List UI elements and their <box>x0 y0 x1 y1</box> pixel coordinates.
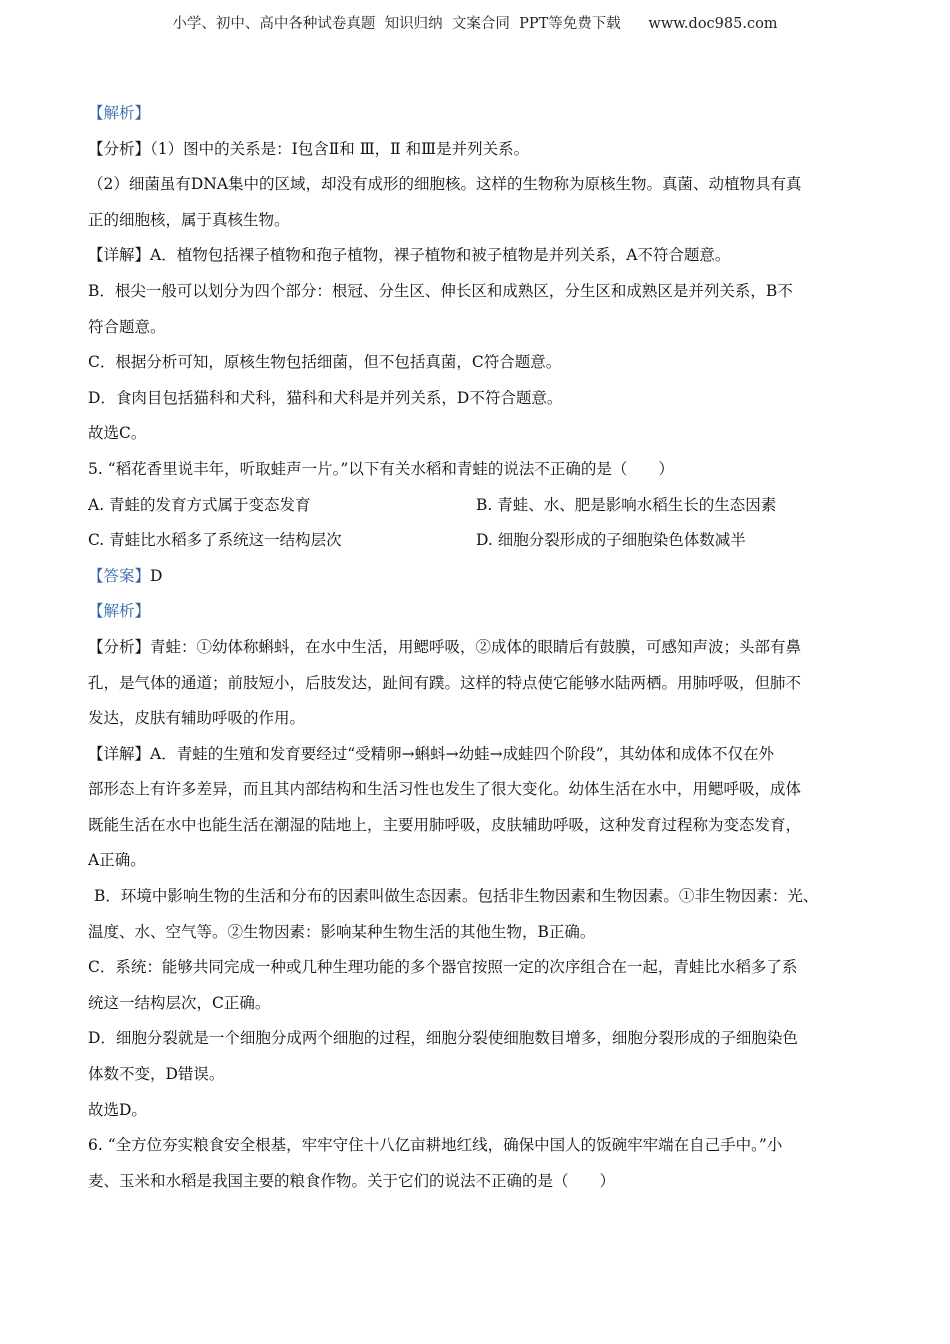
q5-xiangjie-d2: 体数不变，D错误。 <box>88 1065 225 1084</box>
q4-conclusion: 故选C。 <box>88 424 147 443</box>
q5-conclusion: 故选D。 <box>88 1100 147 1119</box>
q5-xiangjie-a3: 既能生活在水中也能生活在潮湿的陆地上，主要用肺呼吸，皮肤辅助呼吸，这种发育过程称为变态发育， <box>88 815 802 834</box>
q6-stem-line-1: 6. “全方位夯实粮食安全根基，牢牢守住十八亿亩耕地红线，确保中国人的饭碗牢牢端在自己手中。”小 <box>88 1136 783 1155</box>
q4-fenxi-line-1 <box>88 132 863 168</box>
answer-value: D <box>150 566 163 585</box>
q4-xiangjie-a <box>88 238 863 274</box>
q5-xiangjie-a1-text: A．青蛙的生殖和发育要经过“受精卵→蝌蚪→幼蛙→成蛙四个阶段”，其幼体和成体不仅在外 <box>150 744 775 763</box>
q5-xiangjie-c1: C．系统：能够共同完成一种或几种生理功能的多个器官按照一定的次序组合在一起，青蛙比水稻多了系 <box>88 958 798 977</box>
q4-xiangjie-b2: 符合题意。 <box>88 317 166 336</box>
q4-fenxi-text-1: （1）图中的关系是：Ⅰ包含Ⅱ和 Ⅲ，Ⅱ 和Ⅲ是并列关系。 <box>150 139 530 158</box>
q5-xiangjie-a4: A正确。 <box>88 851 146 870</box>
jiexi-tag: 【解析】 <box>88 104 151 122</box>
q5-fenxi-line-1 <box>88 630 863 666</box>
q4-fenxi-line-2: （2）细菌虽有DNA集中的区域，却没有成形的细胞核。这样的生物称为原核生物。真菌、动植物具有真 <box>88 175 802 194</box>
q5-stem: 5. “稻花香里说丰年，听取蛙声一片。”以下有关水稻和青蛙的说法不正确的是（ ） <box>88 459 674 478</box>
q5-answer <box>88 559 863 595</box>
fenxi-tag: 【分析】 <box>88 637 151 656</box>
analysis-heading <box>88 96 863 132</box>
q5-xiangjie-a2: 部形态上有许多差异，而且其内部结构和生活习性也发生了很大变化。幼体生活在水中，用鳃呼吸，成体 <box>88 780 802 799</box>
jiexi-tag: 【解析】 <box>88 602 151 621</box>
q5-options-row-2 <box>88 523 863 559</box>
q5-fenxi-line-3: 发达，皮肤有辅助呼吸的作用。 <box>88 709 306 728</box>
q6-stem-line-2: 麦、玉米和水稻是我国主要的粮食作物。关于它们的说法不正确的是（ ） <box>88 1171 616 1190</box>
q5-option-b: B. 青蛙、水、肥是影响水稻生长的生态因素 <box>476 495 777 514</box>
q4-xiangjie-b1: B．根尖一般可以划分为四个部分：根冠、分生区、伸长区和成熟区，分生区和成熟区是并列关系，B不 <box>88 281 793 300</box>
q5-option-a: A. 青蛙的发育方式属于变态发育 <box>88 495 311 514</box>
q5-xiangjie-a1 <box>88 737 863 773</box>
q5-xiangjie-b1: B．环境中影响生物的生活和分布的因素叫做生态因素。包括非生物因素和生物因素。①非生物因素：光、 <box>94 887 819 906</box>
page-header: 小学、初中、高中各种试卷真题 知识归纳 文案合同 PPT等免费下载 www.doc985.com <box>172 16 778 32</box>
q4-xiangjie-c: C．根据分析可知，原核生物包括细菌，但不包括真菌，C符合题意。 <box>88 353 562 372</box>
q5-option-d: D. 细胞分裂形成的子细胞染色体数减半 <box>476 531 746 550</box>
q4-fenxi-line-3: 正的细胞核，属于真核生物。 <box>88 210 290 229</box>
q5-analysis-heading <box>88 594 863 630</box>
q5-xiangjie-c2: 统这一结构层次，C正确。 <box>88 993 271 1012</box>
q5-option-c: C. 青蛙比水稻多了系统这一结构层次 <box>88 531 342 550</box>
q4-xiangjie-d: D．食肉目包括猫科和犬科，猫科和犬科是并列关系，D不符合题意。 <box>88 388 563 407</box>
q5-xiangjie-b2: 温度、水、空气等。②生物因素：影响某种生物生活的其他生物，B正确。 <box>88 922 596 941</box>
xiangjie-tag: 【详解】 <box>88 744 151 763</box>
q5-fenxi-text-1: 青蛙：①幼体称蝌蚪，在水中生活，用鳃呼吸，②成体的眼睛后有鼓膜，可感知声波；头部有鼻 <box>150 637 802 656</box>
q4-xiangjie-a-text: A．植物包括裸子植物和孢子植物，裸子植物和被子植物是并列关系，A不符合题意。 <box>150 246 731 265</box>
q5-options-row-1 <box>88 488 863 524</box>
answer-tag: 【答案】 <box>88 566 151 585</box>
q5-xiangjie-d1: D．细胞分裂就是一个细胞分成两个细胞的过程，细胞分裂使细胞数目增多，细胞分裂形成的子细胞染色 <box>88 1029 798 1048</box>
xiangjie-tag: 【详解】 <box>88 246 151 265</box>
q5-fenxi-line-2: 孔，是气体的通道；前肢短小，后肢发达，趾间有蹼。这样的特点使它能够水陆两栖。用肺呼吸，但肺不 <box>88 673 802 692</box>
document-body <box>88 96 863 1199</box>
fenxi-tag: 【分析】 <box>88 139 151 158</box>
